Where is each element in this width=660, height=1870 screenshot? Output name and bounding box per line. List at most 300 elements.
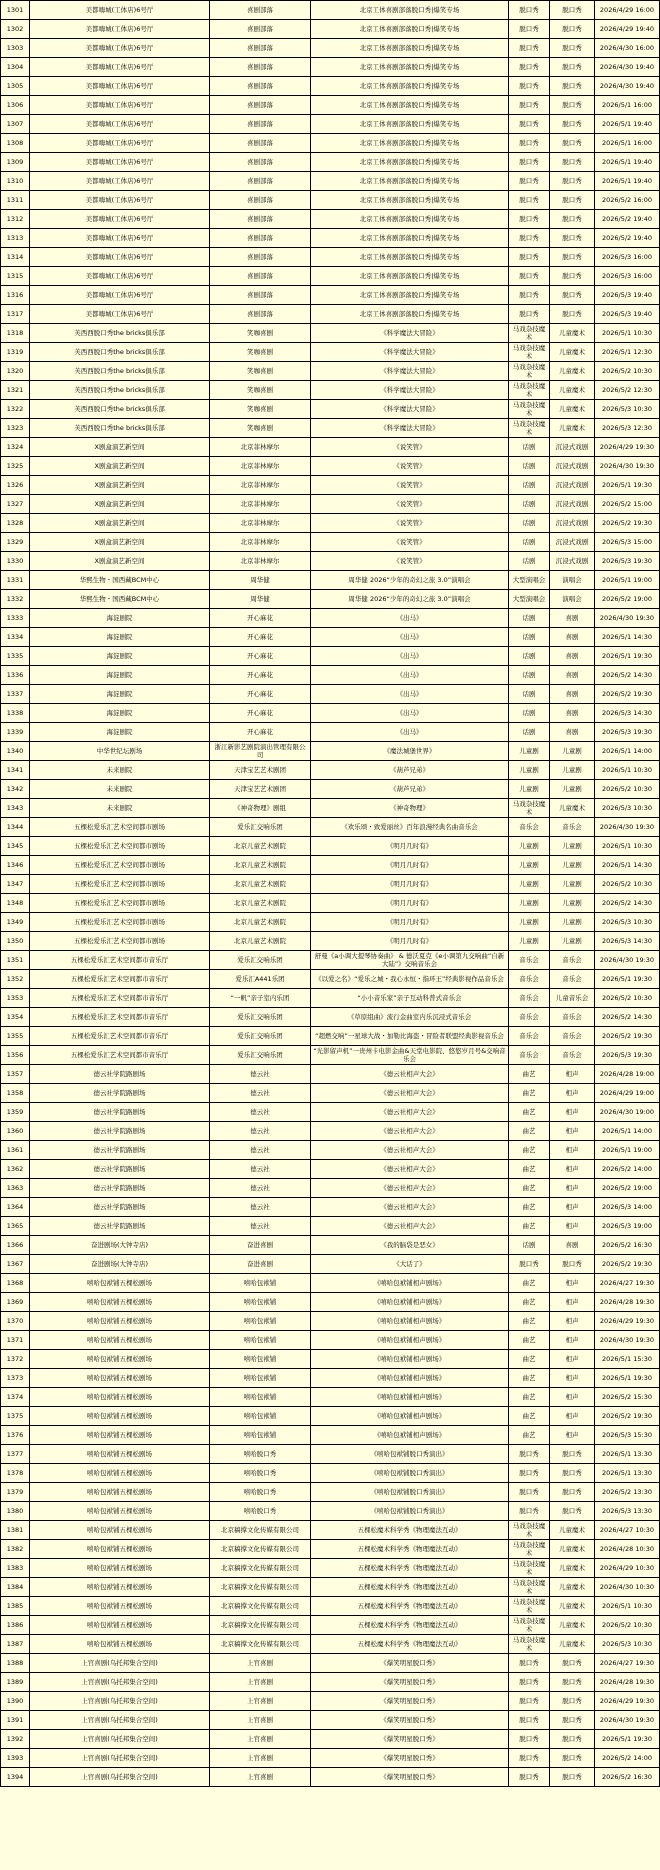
category-cell: 马戏杂技魔术 <box>509 1521 550 1540</box>
category-cell: 脱口秀 <box>509 172 550 191</box>
venue-cell: 芙西西脱口秀the bricks俱乐部 <box>30 381 210 400</box>
organizer-cell: 笑咖喜剧 <box>210 381 311 400</box>
table-row <box>1 1616 660 1635</box>
venue-cell: 五棵松爱乐汇艺术空间都市剧场 <box>30 856 210 875</box>
datetime-cell: 2026/5/1 19:00 <box>595 571 660 590</box>
venue-cell: 嘻哈包袱铺五棵松剧场 <box>30 1388 210 1407</box>
row-number-cell: 1312 <box>1 210 30 229</box>
subcategory-cell: 脱口秀 <box>550 39 595 58</box>
show-title-cell: 《德云社相声大会》 <box>311 1065 509 1084</box>
category-cell: 曲艺 <box>509 1350 550 1369</box>
subcategory-cell: 脱口秀 <box>550 1673 595 1692</box>
organizer-cell: 笑咖喜剧 <box>210 343 311 362</box>
venue-cell: 美都嗨城(工体店)6号厅 <box>30 267 210 286</box>
datetime-cell: 2026/5/2 14:00 <box>595 1160 660 1179</box>
row-number-cell: 1306 <box>1 96 30 115</box>
subcategory-cell: 相声 <box>550 1103 595 1122</box>
venue-cell: X剧盒演艺新空间 <box>30 533 210 552</box>
table-row <box>1 932 660 951</box>
subcategory-cell: 相声 <box>550 1369 595 1388</box>
datetime-cell: 2026/5/1 12:30 <box>595 343 660 362</box>
show-title-cell: 《嘻哈包袱铺脱口秀演出》 <box>311 1502 509 1521</box>
row-number-cell: 1389 <box>1 1673 30 1692</box>
show-title-cell: 五棵松魔术科学秀《物理魔法互动》 <box>311 1578 509 1597</box>
table-row <box>1 1065 660 1084</box>
table-row <box>1 1274 660 1293</box>
show-title-cell: 北京工体喜剧部落脱口秀|爆笑专场 <box>311 172 509 191</box>
table-row <box>1 875 660 894</box>
show-title-cell: 《明月几时有》 <box>311 913 509 932</box>
show-title-cell: 《科学魔法大冒险》 <box>311 419 509 438</box>
subcategory-cell: 脱口秀 <box>550 172 595 191</box>
table-row <box>1 1711 660 1730</box>
subcategory-cell: 喜剧 <box>550 647 595 666</box>
table-row <box>1 666 660 685</box>
show-title-cell: 《德云社相声大会》 <box>311 1103 509 1122</box>
organizer-cell: 上官喜剧 <box>210 1711 311 1730</box>
category-cell: 曲艺 <box>509 1141 550 1160</box>
datetime-cell: 2026/4/29 19:30 <box>595 1312 660 1331</box>
venue-cell: 五棵松爱乐汇艺术空间都市剧场 <box>30 837 210 856</box>
show-title-cell: 《爆笑明星脱口秀》 <box>311 1692 509 1711</box>
datetime-cell: 2026/5/1 19:30 <box>595 647 660 666</box>
show-title-cell: 北京工体喜剧部落脱口秀|爆笑专场 <box>311 96 509 115</box>
show-title-cell: 《科学魔法大冒险》 <box>311 362 509 381</box>
category-cell: 儿童剧 <box>509 761 550 780</box>
table-row <box>1 1521 660 1540</box>
row-number-cell: 1358 <box>1 1084 30 1103</box>
category-cell: 音乐会 <box>509 951 550 970</box>
venue-cell: 五棵松爱乐汇艺术空间都市剧场 <box>30 875 210 894</box>
show-title-cell: 《说笑管》 <box>311 514 509 533</box>
category-cell: 脱口秀 <box>509 115 550 134</box>
datetime-cell: 2026/5/3 12:30 <box>595 419 660 438</box>
datetime-cell: 2026/5/2 19:30 <box>595 1027 660 1046</box>
category-cell: 音乐会 <box>509 1046 550 1065</box>
datetime-cell: 2026/5/1 14:30 <box>595 628 660 647</box>
show-title-cell: 北京工体喜剧部落脱口秀|爆笑专场 <box>311 115 509 134</box>
datetime-cell: 2026/5/3 14:30 <box>595 932 660 951</box>
venue-cell: 美都嗨城(工体店)6号厅 <box>30 172 210 191</box>
datetime-cell: 2026/4/30 19:40 <box>595 77 660 96</box>
category-cell: 脱口秀 <box>509 267 550 286</box>
datetime-cell: 2026/4/28 19:30 <box>595 1673 660 1692</box>
subcategory-cell: 脱口秀 <box>550 1464 595 1483</box>
show-title-cell: 五棵松魔术科学秀《物理魔法互动》 <box>311 1521 509 1540</box>
organizer-cell: 北京儿童艺术剧院 <box>210 837 311 856</box>
category-cell: 话剧 <box>509 704 550 723</box>
subcategory-cell: 音乐会 <box>550 1027 595 1046</box>
category-cell: 曲艺 <box>509 1331 550 1350</box>
show-title-cell: 五棵松魔术科学秀《物理魔法互动》 <box>311 1540 509 1559</box>
datetime-cell: 2026/4/29 19:00 <box>595 1084 660 1103</box>
show-title-cell: 五棵松魔术科学秀《物理魔法互动》 <box>311 1616 509 1635</box>
show-title-cell: 《德云社相声大会》 <box>311 1217 509 1236</box>
organizer-cell: 天津宝艺艺术剧团 <box>210 780 311 799</box>
show-title-cell: 《嘻哈包袱铺脱口秀演出》 <box>311 1483 509 1502</box>
table-row <box>1 1388 660 1407</box>
category-cell: 脱口秀 <box>509 229 550 248</box>
show-title-cell: 《魔法城堡世界》 <box>311 742 509 761</box>
datetime-cell: 2026/5/3 19:00 <box>595 1217 660 1236</box>
datetime-cell: 2026/4/30 16:00 <box>595 39 660 58</box>
subcategory-cell: 儿童剧 <box>550 780 595 799</box>
datetime-cell: 2026/5/2 10:30 <box>595 780 660 799</box>
table-row <box>1 533 660 552</box>
category-cell: 曲艺 <box>509 1217 550 1236</box>
datetime-cell: 2026/5/1 14:00 <box>595 1122 660 1141</box>
row-number-cell: 1338 <box>1 704 30 723</box>
venue-cell: 嘻哈包袱铺五棵松剧场 <box>30 1521 210 1540</box>
show-title-cell: 《科学魔法大冒险》 <box>311 381 509 400</box>
venue-cell: 德云社学院路剧场 <box>30 1084 210 1103</box>
row-number-cell: 1311 <box>1 191 30 210</box>
venue-cell: 五棵松爱乐汇艺术空间都市音乐厅 <box>30 1027 210 1046</box>
table-row <box>1 495 660 514</box>
datetime-cell: 2026/5/2 15:30 <box>595 1388 660 1407</box>
datetime-cell: 2026/5/2 16:30 <box>595 1236 660 1255</box>
category-cell: 脱口秀 <box>509 1749 550 1768</box>
show-title-cell: 《明月几时有》 <box>311 894 509 913</box>
row-number-cell: 1336 <box>1 666 30 685</box>
row-number-cell: 1323 <box>1 419 30 438</box>
subcategory-cell: 脱口秀 <box>550 1502 595 1521</box>
row-number-cell: 1351 <box>1 951 30 970</box>
table-row <box>1 609 660 628</box>
datetime-cell: 2026/5/2 19:00 <box>595 1179 660 1198</box>
show-title-cell: 《说笑管》 <box>311 533 509 552</box>
datetime-cell: 2026/5/1 16:00 <box>595 96 660 115</box>
table-row <box>1 894 660 913</box>
datetime-cell: 2026/4/30 19:30 <box>595 457 660 476</box>
organizer-cell: 北京稿撑文化传媒有限公司 <box>210 1521 311 1540</box>
row-number-cell: 1372 <box>1 1350 30 1369</box>
row-number-cell: 1322 <box>1 400 30 419</box>
datetime-cell: 2026/5/1 19:40 <box>595 115 660 134</box>
show-title-cell: 北京工体喜剧部落脱口秀|爆笑专场 <box>311 77 509 96</box>
venue-cell: 美都嗨城(工体店)6号厅 <box>30 210 210 229</box>
row-number-cell: 1328 <box>1 514 30 533</box>
table-row <box>1 1 660 20</box>
table-row <box>1 438 660 457</box>
venue-cell: 嘻哈包袱铺五棵松剧场 <box>30 1293 210 1312</box>
category-cell: 曲艺 <box>509 1084 550 1103</box>
table-row <box>1 1768 660 1787</box>
organizer-cell: 嘻哈包袱铺 <box>210 1388 311 1407</box>
organizer-cell: 爱乐汇交响乐团 <box>210 951 311 970</box>
organizer-cell: 北京稿撑文化传媒有限公司 <box>210 1635 311 1654</box>
show-title-cell: 《出马》 <box>311 704 509 723</box>
subcategory-cell: 相声 <box>550 1084 595 1103</box>
subcategory-cell: 儿童魔术 <box>550 343 595 362</box>
organizer-cell: 天津宝艺艺术剧团 <box>210 761 311 780</box>
row-number-cell: 1369 <box>1 1293 30 1312</box>
show-title-cell: 《嘻哈包袱铺相声剧场》 <box>311 1331 509 1350</box>
category-cell: 大型演唱会 <box>509 571 550 590</box>
subcategory-cell: 相声 <box>550 1217 595 1236</box>
subcategory-cell: 儿童剧 <box>550 894 595 913</box>
row-number-cell: 1318 <box>1 324 30 343</box>
datetime-cell: 2026/5/2 16:30 <box>595 1768 660 1787</box>
show-title-cell: 《德云社相声大会》 <box>311 1198 509 1217</box>
table-row <box>1 476 660 495</box>
venue-cell: 海淀剧院 <box>30 647 210 666</box>
datetime-cell: 2026/5/3 19:40 <box>595 305 660 324</box>
datetime-cell: 2026/5/3 10:30 <box>595 799 660 818</box>
organizer-cell: 北京儿童艺术剧院 <box>210 875 311 894</box>
show-title-cell: 《爆笑明星脱口秀》 <box>311 1654 509 1673</box>
row-number-cell: 1314 <box>1 248 30 267</box>
organizer-cell: 喜剧部落 <box>210 58 311 77</box>
subcategory-cell: 儿童魔术 <box>550 1597 595 1616</box>
category-cell: 脱口秀 <box>509 1464 550 1483</box>
table-row <box>1 1407 660 1426</box>
table-row <box>1 1198 660 1217</box>
category-cell: 话剧 <box>509 514 550 533</box>
table-row <box>1 1217 660 1236</box>
venue-cell: 嘻哈包袱铺五棵松剧场 <box>30 1407 210 1426</box>
table-row <box>1 20 660 39</box>
venue-cell: 嘻哈包袱铺五棵松剧场 <box>30 1483 210 1502</box>
show-title-cell: 北京工体喜剧部落脱口秀|爆笑专场 <box>311 191 509 210</box>
organizer-cell: “一帆”亲子室内乐团 <box>210 989 311 1008</box>
table-row <box>1 571 660 590</box>
show-title-cell: 《明月几时有》 <box>311 837 509 856</box>
venue-cell: 德云社学院路剧场 <box>30 1122 210 1141</box>
subcategory-cell: 相声 <box>550 1388 595 1407</box>
organizer-cell: 北京菲林摩尔 <box>210 476 311 495</box>
datetime-cell: 2026/5/2 19:40 <box>595 229 660 248</box>
table-row <box>1 989 660 1008</box>
row-number-cell: 1325 <box>1 457 30 476</box>
organizer-cell: 德云社 <box>210 1084 311 1103</box>
subcategory-cell: 脱口秀 <box>550 286 595 305</box>
table-row <box>1 248 660 267</box>
row-number-cell: 1360 <box>1 1122 30 1141</box>
venue-cell: 嘻哈包袱铺五棵松剧场 <box>30 1464 210 1483</box>
datetime-cell: 2026/5/2 19:40 <box>595 210 660 229</box>
venue-cell: 德云社学院路剧场 <box>30 1198 210 1217</box>
row-number-cell: 1366 <box>1 1236 30 1255</box>
venue-cell: 海淀剧院 <box>30 609 210 628</box>
organizer-cell: 上官喜剧 <box>210 1654 311 1673</box>
subcategory-cell: 音乐会 <box>550 951 595 970</box>
show-title-cell: 《出马》 <box>311 628 509 647</box>
table-row <box>1 1255 660 1274</box>
organizer-cell: 上官喜剧 <box>210 1749 311 1768</box>
row-number-cell: 1353 <box>1 989 30 1008</box>
subcategory-cell: 沉浸式戏剧 <box>550 438 595 457</box>
category-cell: 曲艺 <box>509 1274 550 1293</box>
subcategory-cell: 儿童剧 <box>550 875 595 894</box>
organizer-cell: 上官喜剧 <box>210 1673 311 1692</box>
show-title-cell: 《嘻哈包袱铺相声剧场》 <box>311 1293 509 1312</box>
datetime-cell: 2026/5/2 13:30 <box>595 1483 660 1502</box>
category-cell: 脱口秀 <box>509 191 550 210</box>
row-number-cell: 1337 <box>1 685 30 704</box>
table-row <box>1 381 660 400</box>
table-row <box>1 267 660 286</box>
venue-cell: 芙西西脱口秀the bricks俱乐部 <box>30 343 210 362</box>
show-title-cell: 《科学魔法大冒险》 <box>311 343 509 362</box>
subcategory-cell: 儿童魔术 <box>550 1540 595 1559</box>
organizer-cell: 德云社 <box>210 1217 311 1236</box>
datetime-cell: 2026/5/1 10:30 <box>595 837 660 856</box>
organizer-cell: 喜剧部落 <box>210 96 311 115</box>
show-title-cell: 《出马》 <box>311 723 509 742</box>
category-cell: 话剧 <box>509 628 550 647</box>
table-row <box>1 1331 660 1350</box>
table-row <box>1 419 660 438</box>
row-number-cell: 1305 <box>1 77 30 96</box>
row-number-cell: 1373 <box>1 1369 30 1388</box>
row-number-cell: 1347 <box>1 875 30 894</box>
venue-cell: 中华世纪坛剧场 <box>30 742 210 761</box>
category-cell: 马戏杂技魔术 <box>509 400 550 419</box>
organizer-cell: 北京稿撑文化传媒有限公司 <box>210 1540 311 1559</box>
category-cell: 马戏杂技魔术 <box>509 799 550 818</box>
show-title-cell: 北京工体喜剧部落脱口秀|爆笑专场 <box>311 39 509 58</box>
subcategory-cell: 喜剧 <box>550 704 595 723</box>
subcategory-cell: 脱口秀 <box>550 1749 595 1768</box>
row-number-cell: 1307 <box>1 115 30 134</box>
table-row <box>1 970 660 989</box>
organizer-cell: 奋进喜剧 <box>210 1236 311 1255</box>
organizer-cell: 德云社 <box>210 1065 311 1084</box>
show-title-cell: 北京工体喜剧部落脱口秀|爆笑专场 <box>311 210 509 229</box>
venue-cell: 五棵松爱乐汇艺术空间都市音乐厅 <box>30 989 210 1008</box>
table-row <box>1 1008 660 1027</box>
table-row <box>1 1673 660 1692</box>
category-cell: 音乐会 <box>509 1008 550 1027</box>
datetime-cell: 2026/5/1 10:30 <box>595 761 660 780</box>
venue-cell: 海淀剧院 <box>30 666 210 685</box>
organizer-cell: 德云社 <box>210 1141 311 1160</box>
table-row <box>1 172 660 191</box>
organizer-cell: 北京儿童艺术剧院 <box>210 932 311 951</box>
row-number-cell: 1304 <box>1 58 30 77</box>
organizer-cell: 北京稿撑文化传媒有限公司 <box>210 1597 311 1616</box>
category-cell: 脱口秀 <box>509 77 550 96</box>
organizer-cell: 喜剧部落 <box>210 134 311 153</box>
organizer-cell: 北京稿撑文化传媒有限公司 <box>210 1616 311 1635</box>
datetime-cell: 2026/5/1 10:30 <box>595 1597 660 1616</box>
show-title-cell: 北京工体喜剧部落脱口秀|爆笑专场 <box>311 58 509 77</box>
show-title-cell: 《出马》 <box>311 666 509 685</box>
category-cell: 马戏杂技魔术 <box>509 1597 550 1616</box>
show-title-cell: 五棵松魔术科学秀《物理魔法互动》 <box>311 1635 509 1654</box>
category-cell: 曲艺 <box>509 1103 550 1122</box>
row-number-cell: 1359 <box>1 1103 30 1122</box>
organizer-cell: 上官喜剧 <box>210 1692 311 1711</box>
row-number-cell: 1365 <box>1 1217 30 1236</box>
table-row <box>1 77 660 96</box>
venue-cell: 嘻哈包袱铺五棵松剧场 <box>30 1540 210 1559</box>
venue-cell: 奋进剧场(大钟寺店) <box>30 1236 210 1255</box>
subcategory-cell: 脱口秀 <box>550 210 595 229</box>
subcategory-cell: 喜剧 <box>550 723 595 742</box>
datetime-cell: 2026/4/29 19:30 <box>595 1692 660 1711</box>
organizer-cell: 开心麻花 <box>210 609 311 628</box>
show-title-cell: 舒曼《a小调大提琴协奏曲》 & 德沃夏克《e小调第九交响曲“自新大陆”》交响音乐会 <box>311 951 509 970</box>
organizer-cell: 爱乐汇交响乐团 <box>210 1027 311 1046</box>
subcategory-cell: 脱口秀 <box>550 1 595 20</box>
organizer-cell: 喜剧部落 <box>210 305 311 324</box>
subcategory-cell: 儿童魔术 <box>550 1559 595 1578</box>
category-cell: 儿童剧 <box>509 837 550 856</box>
table-row <box>1 1027 660 1046</box>
subcategory-cell: 儿童魔术 <box>550 419 595 438</box>
show-title-cell: 《出马》 <box>311 685 509 704</box>
organizer-cell: 北京菲林摩尔 <box>210 457 311 476</box>
category-cell: 曲艺 <box>509 1407 550 1426</box>
datetime-cell: 2026/5/3 15:00 <box>595 533 660 552</box>
row-number-cell: 1391 <box>1 1711 30 1730</box>
venue-cell: 美都嗨城(工体店)6号厅 <box>30 39 210 58</box>
table-row <box>1 39 660 58</box>
venue-cell: 美都嗨城(工体店)6号厅 <box>30 96 210 115</box>
venue-cell: X剧盒演艺新空间 <box>30 552 210 571</box>
row-number-cell: 1383 <box>1 1559 30 1578</box>
datetime-cell: 2026/5/3 13:30 <box>595 1502 660 1521</box>
table-row <box>1 704 660 723</box>
venue-cell: 海淀剧院 <box>30 685 210 704</box>
venue-cell: 芙西西脱口秀the bricks俱乐部 <box>30 419 210 438</box>
datetime-cell: 2026/5/3 10:30 <box>595 1635 660 1654</box>
category-cell: 脱口秀 <box>509 1255 550 1274</box>
table-row <box>1 1749 660 1768</box>
row-number-cell: 1385 <box>1 1597 30 1616</box>
category-cell: 儿童剧 <box>509 742 550 761</box>
category-cell: 音乐会 <box>509 970 550 989</box>
subcategory-cell: 音乐会 <box>550 1008 595 1027</box>
show-title-cell: 五棵松魔术科学秀《物理魔法互动》 <box>311 1597 509 1616</box>
category-cell: 儿童剧 <box>509 875 550 894</box>
category-cell: 音乐会 <box>509 1027 550 1046</box>
venue-cell: 五棵松爱乐汇艺术空间都市剧场 <box>30 913 210 932</box>
subcategory-cell: 喜剧 <box>550 628 595 647</box>
datetime-cell: 2026/5/2 19:30 <box>595 685 660 704</box>
row-number-cell: 1377 <box>1 1445 30 1464</box>
row-number-cell: 1324 <box>1 438 30 457</box>
subcategory-cell: 沉浸式戏剧 <box>550 552 595 571</box>
subcategory-cell: 脱口秀 <box>550 96 595 115</box>
category-cell: 曲艺 <box>509 1293 550 1312</box>
venue-cell: 华熙生物・国西藏BCM中心 <box>30 590 210 609</box>
category-cell: 马戏杂技魔术 <box>509 1559 550 1578</box>
table-row <box>1 1730 660 1749</box>
table-row <box>1 951 660 970</box>
show-title-cell: 《以爱之名》“爱乐之城・我心永恒・指环王”经典影视作品音乐会 <box>311 970 509 989</box>
venue-cell: 美都嗨城(工体店)6号厅 <box>30 305 210 324</box>
venue-cell: 五棵松爱乐汇艺术空间都市音乐厅 <box>30 970 210 989</box>
venue-cell: 德云社学院路剧场 <box>30 1160 210 1179</box>
venue-cell: 嘻哈包袱铺五棵松剧场 <box>30 1350 210 1369</box>
datetime-cell: 2026/5/1 19:30 <box>595 1730 660 1749</box>
table-row <box>1 324 660 343</box>
subcategory-cell: 相声 <box>550 1141 595 1160</box>
category-cell: 脱口秀 <box>509 1692 550 1711</box>
show-title-cell: 《科学魔法大冒险》 <box>311 324 509 343</box>
row-number-cell: 1342 <box>1 780 30 799</box>
venue-cell: 五棵松爱乐汇艺术空间都市剧场 <box>30 894 210 913</box>
show-title-cell: 《嘻哈包袱铺相声剧场》 <box>311 1312 509 1331</box>
venue-cell: 德云社学院路剧场 <box>30 1103 210 1122</box>
row-number-cell: 1354 <box>1 1008 30 1027</box>
subcategory-cell: 相声 <box>550 1065 595 1084</box>
venue-cell: 嘻哈包袱铺五棵松剧场 <box>30 1312 210 1331</box>
row-number-cell: 1392 <box>1 1730 30 1749</box>
